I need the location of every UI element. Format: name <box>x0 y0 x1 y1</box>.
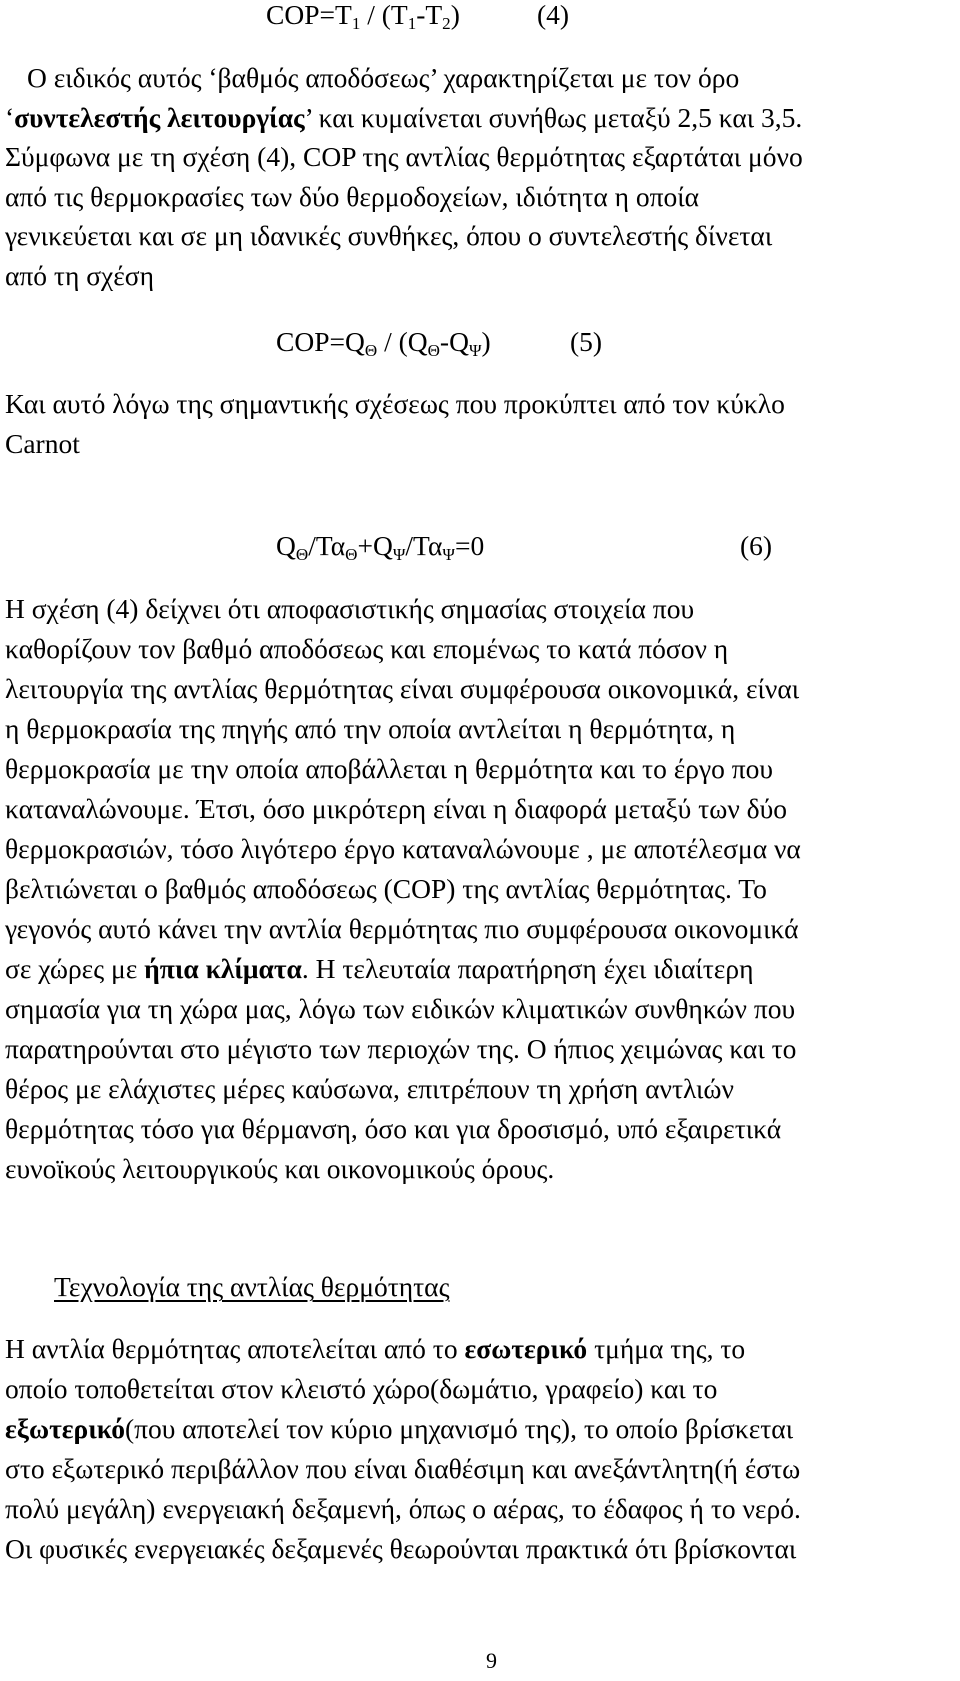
eq4-sub1: 1 <box>351 13 361 33</box>
para4-line1-pre: Η αντλία θερμότητας αποτελείται από το <box>5 1333 465 1364</box>
eq5-c: -Q <box>439 326 469 357</box>
equation-6 <box>276 530 485 564</box>
eq5-d: ) <box>481 326 491 357</box>
para3-line15: ευνοϊκούς λειτουργικούς και οικονομικούς όρους. <box>5 1153 555 1184</box>
eq6-a: Q <box>276 530 296 561</box>
para4-line4: στο εξωτερικό περιβάλλον που είναι διαθέσιμη και ανεξάντλητη(ή έστω <box>5 1453 801 1484</box>
eq6-c: +Q <box>357 530 393 561</box>
para3-line6: καταναλώνουμε. Έτσι, όσο μικρότερη είναι η διαφορά μεταξύ των δύο <box>5 793 787 824</box>
eq4-lhs: COP=T <box>266 0 352 30</box>
para1-line3: Σύμφωνα με τη σχέση (4), COP της αντλίας θερμότητας εξαρτάται μόνο <box>5 141 803 172</box>
para3-line10-pre: σε χώρες με <box>5 953 145 984</box>
para1-line4: από τις θερμοκρασίες των δύο θερμοδοχείων, ιδιότητα η οποία <box>5 181 700 212</box>
para1-line2-post: ’ και κυμαίνεται συνήθως μεταξύ 2,5 και 3,5. <box>304 102 803 133</box>
term-internal: εσωτερικό <box>464 1333 588 1364</box>
para4-line5: πολύ μεγάλη) ενεργειακή δεξαμενή, όπως ο αέρας, το έδαφος ή το νερό. <box>5 1493 801 1524</box>
eq6-sub2: Θ <box>345 544 358 564</box>
para3-line12: παρατηρούνται στο μέγιστο των περιοχών της. Ο ήπιος χειμώνας και το <box>5 1033 797 1064</box>
term-mild-climates: ήπια κλίματα <box>144 953 302 984</box>
para2-line2: Carnot <box>5 428 80 459</box>
para1-line2-pre: ‘ <box>5 102 15 133</box>
para4-line2: οποίο τοποθετείται στον κλειστό χώρο(δωμάτιο, γραφείο) και το <box>5 1373 718 1404</box>
para3-line4: η θερμοκρασία της πηγής από την οποία αντλείται η θερμότητα, η <box>5 713 736 744</box>
term-operating-coefficient: συντελεστής λειτουργίας <box>14 102 305 133</box>
eq6-sub3: Ψ <box>392 544 406 564</box>
section-heading: Τεχνολογία της αντλίας θερμότητας <box>54 1271 450 1302</box>
eq4-mid1: / (T <box>360 0 408 30</box>
eq6-e: =0 <box>454 530 485 561</box>
para4-line1 <box>5 1335 745 1363</box>
eq5-sub3: Ψ <box>468 340 482 360</box>
eq4-close: ) <box>450 0 460 30</box>
eq5-a: COP=Q <box>276 326 365 357</box>
eq4-sub2: 1 <box>407 13 417 33</box>
para3-line9: γεγονός αυτό κάνει την αντλία θερμότητας πιο συμφέρουσα οικονομικά <box>5 913 799 944</box>
equation-5 <box>276 326 491 360</box>
para2-line1: Και αυτό λόγω της σημαντικής σχέσεως που προκύπτει από τον κύκλο <box>5 388 785 419</box>
eq6-d: /Τα <box>405 530 443 561</box>
para3-line1: Η σχέση (4) δείχνει ότι αποφασιστικής σημασίας στοιχεία που <box>5 593 695 624</box>
para4-line3-post: (που αποτελεί τον κύριο μηχανισμό της), το οποίο βρίσκεται <box>125 1413 794 1444</box>
eq6-b: /Τα <box>308 530 346 561</box>
eq5-sub2: Θ <box>427 340 440 360</box>
para3-line14: θερμότητας τόσο για θέρμανση, όσο και για δροσισμό, υπό εξαιρετικά <box>5 1113 782 1144</box>
eq6-sub4: Ψ <box>442 544 455 564</box>
para4-line1-post: τμήμα της, το <box>587 1333 746 1364</box>
equation-5-number: (5) <box>570 326 603 357</box>
eq5-sub1: Θ <box>364 340 378 360</box>
para3-line3: λειτουργία της αντλίας θερμότητας είναι συμφέρουσα οικονομικά, είναι <box>5 673 800 704</box>
equation-6-number: (6) <box>740 530 773 561</box>
para1-line5: γενικεύεται και σε μη ιδανικές συνθήκες, όπου ο συντελεστής δίνεται <box>5 220 773 251</box>
page-number: 9 <box>486 1648 497 1673</box>
para3-line7: θερμοκρασιών, τόσο λιγότερο έργο καταναλώνουμε , με αποτέλεσμα να <box>5 833 801 864</box>
para1-line2 <box>5 104 802 132</box>
term-external: εξωτερικό <box>5 1413 126 1444</box>
para1-line1: Ο ειδικός αυτός ‘βαθμός αποδόσεως’ χαρακτηρίζεται με τον όρο <box>27 62 740 93</box>
para4-line3 <box>5 1415 793 1443</box>
para3-line5: θερμοκρασία με την οποία αποβάλλεται η θερμότητα και το έργο που <box>5 753 774 784</box>
para4-line6: Οι φυσικές ενεργειακές δεξαμενές θεωρούνται πρακτικά ότι βρίσκονται <box>5 1533 797 1564</box>
eq4-mid2: -T <box>416 0 443 30</box>
para3-line13: θέρος με ελάχιστες μέρες καύσωνα, επιτρέπουν τη χρήση αντλιών <box>5 1073 734 1104</box>
eq5-b: / (Q <box>377 326 428 357</box>
equation-4 <box>266 0 460 33</box>
para3-line10-post: . Η τελευταία παρατήρηση έχει ιδιαίτερη <box>301 953 754 984</box>
eq6-sub1: Θ <box>295 544 309 564</box>
para3-line8: βελτιώνεται ο βαθμός αποδόσεως (COP) της αντλίας θερμότητας. Το <box>5 873 767 904</box>
para3-line10 <box>5 955 753 983</box>
para3-line11: σημασία για τη χώρα μας, λόγω των ειδικών κλιματικών συνθηκών που <box>5 993 796 1024</box>
eq4-sub3: 2 <box>442 13 451 33</box>
para3-line2: καθορίζουν τον βαθμό αποδόσεως και επομένως το κατά πόσον η <box>5 633 729 664</box>
para1-line6: από τη σχέση <box>5 260 155 291</box>
equation-4-number: (4) <box>537 0 570 30</box>
